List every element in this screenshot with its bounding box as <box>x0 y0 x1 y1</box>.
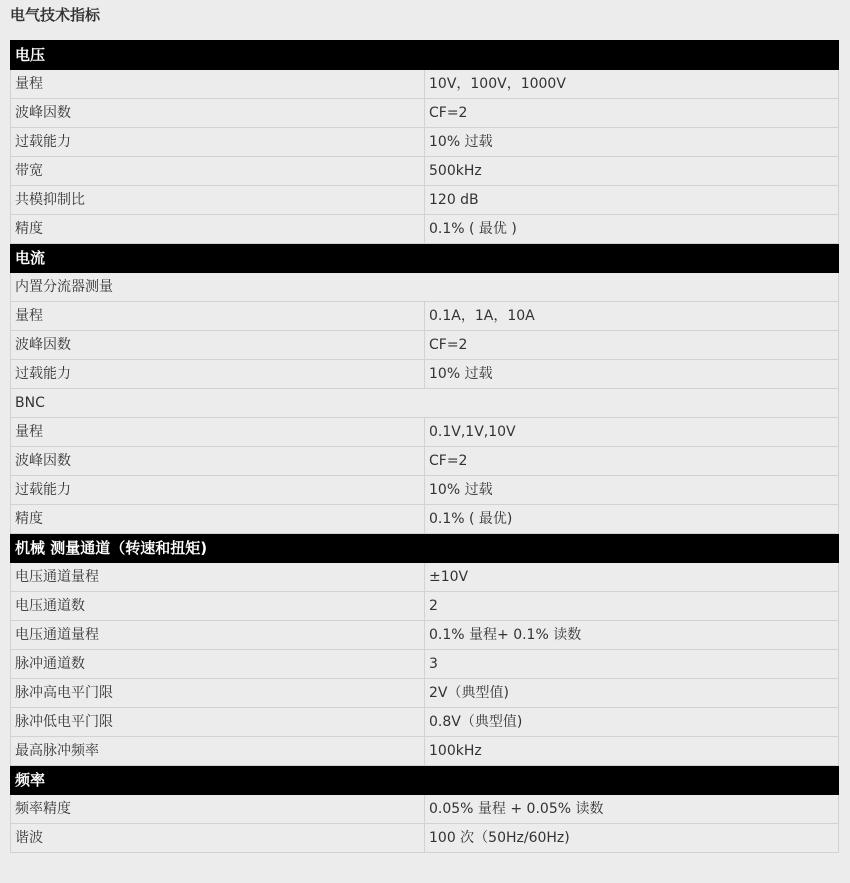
spec-row <box>11 679 839 708</box>
spec-label: 过载能力 <box>11 476 425 505</box>
spec-label: 量程 <box>11 302 425 331</box>
spec-row <box>11 215 839 244</box>
spec-value: 10% 过载 <box>425 128 839 157</box>
page-title: 电气技术指标 <box>10 6 101 24</box>
spec-value: 10V，100V，1000V <box>425 70 839 99</box>
spec-value: 0.1% ( 最优) <box>425 505 839 534</box>
spec-label: 最高脉冲频率 <box>11 737 425 766</box>
section-header <box>11 41 839 70</box>
spec-label: 波峰因数 <box>11 447 425 476</box>
spec-row <box>11 70 839 99</box>
spec-value: 3 <box>425 650 839 679</box>
spec-value: CF=2 <box>425 447 839 476</box>
section-title: 电压 <box>11 41 839 70</box>
spec-row <box>11 302 839 331</box>
spec-row <box>11 795 839 824</box>
section-header <box>11 534 839 563</box>
spec-value: 10% 过载 <box>425 476 839 505</box>
spec-row <box>11 447 839 476</box>
spec-row <box>11 505 839 534</box>
spec-label: 波峰因数 <box>11 331 425 360</box>
spec-label: 过载能力 <box>11 128 425 157</box>
spec-value: 0.8V（典型值) <box>425 708 839 737</box>
spec-value: 100kHz <box>425 737 839 766</box>
spec-value: 120 dB <box>425 186 839 215</box>
spec-label: 频率精度 <box>11 795 425 824</box>
spec-value: 0.1V,1V,10V <box>425 418 839 447</box>
spec-row <box>11 592 839 621</box>
spec-label: 精度 <box>11 215 425 244</box>
spec-row <box>11 157 839 186</box>
spec-row <box>11 650 839 679</box>
spec-value: 0.1A，1A，10A <box>425 302 839 331</box>
spec-label: 脉冲通道数 <box>11 650 425 679</box>
spec-value: CF=2 <box>425 331 839 360</box>
spec-label: 电压通道量程 <box>11 563 425 592</box>
spec-row <box>11 360 839 389</box>
spec-label: 谐波 <box>11 824 425 853</box>
spec-value: 2V（典型值) <box>425 679 839 708</box>
spec-value: 500kHz <box>425 157 839 186</box>
spec-row <box>11 621 839 650</box>
spec-label: 精度 <box>11 505 425 534</box>
section-title: 机械 测量通道（转速和扭矩) <box>11 534 839 563</box>
spec-value: 0.05% 量程 + 0.05% 读数 <box>425 795 839 824</box>
section-header <box>11 244 839 273</box>
subsection-row <box>11 273 839 302</box>
spec-label: 过载能力 <box>11 360 425 389</box>
spec-value: 0.1% 量程+ 0.1% 读数 <box>425 621 839 650</box>
spec-row <box>11 418 839 447</box>
spec-row <box>11 476 839 505</box>
subsection-title: 内置分流器测量 <box>11 273 839 302</box>
spec-row <box>11 186 839 215</box>
section-title: 频率 <box>11 766 839 795</box>
spec-value: 10% 过载 <box>425 360 839 389</box>
section-title: 电流 <box>11 244 839 273</box>
section-header <box>11 766 839 795</box>
spec-value: ±10V <box>425 563 839 592</box>
spec-label: 共模抑制比 <box>11 186 425 215</box>
spec-value: CF=2 <box>425 99 839 128</box>
spec-table <box>10 40 839 853</box>
spec-row <box>11 824 839 853</box>
subsection-title: BNC <box>11 389 839 418</box>
spec-label: 带宽 <box>11 157 425 186</box>
spec-label: 电压通道数 <box>11 592 425 621</box>
spec-value: 0.1% ( 最优 ) <box>425 215 839 244</box>
spec-value: 100 次（50Hz/60Hz) <box>425 824 839 853</box>
spec-label: 波峰因数 <box>11 99 425 128</box>
spec-value: 2 <box>425 592 839 621</box>
spec-label: 量程 <box>11 70 425 99</box>
spec-row <box>11 128 839 157</box>
spec-row <box>11 737 839 766</box>
spec-row <box>11 708 839 737</box>
spec-label: 脉冲高电平门限 <box>11 679 425 708</box>
subsection-row <box>11 389 839 418</box>
spec-row <box>11 331 839 360</box>
spec-label: 脉冲低电平门限 <box>11 708 425 737</box>
spec-row <box>11 563 839 592</box>
spec-label: 量程 <box>11 418 425 447</box>
spec-label: 电压通道量程 <box>11 621 425 650</box>
spec-row <box>11 99 839 128</box>
